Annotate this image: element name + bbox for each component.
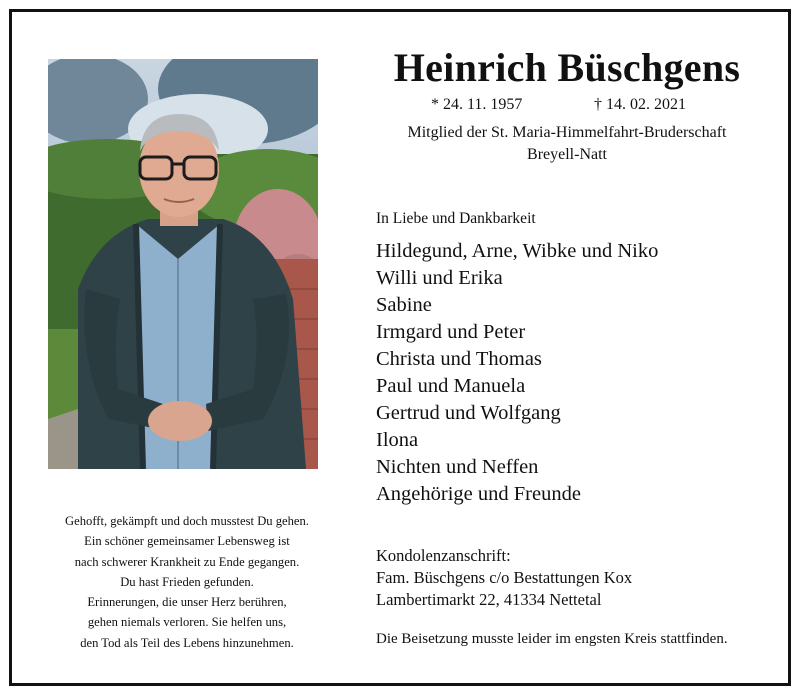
- dedication-intro: In Liebe und Dankbarkeit: [376, 210, 536, 227]
- deceased-name: Heinrich Büschgens: [393, 45, 741, 90]
- mourner-entry: Gertrud und Wolfgang: [376, 402, 561, 424]
- poem-line: Du hast Frieden gefunden.: [120, 574, 254, 589]
- condolence-line: Kondolenzanschrift:: [376, 546, 511, 565]
- birth-date: * 24. 11. 1957: [431, 96, 523, 113]
- funeral-note: Die Beisetzung musste leider im engsten Kreis stattfinden.: [376, 631, 728, 647]
- poem-line: Erinnerungen, die unser Herz berühren,: [87, 595, 287, 610]
- poem-line: Gehofft, gekämpft und doch musstest Du gehen.: [65, 514, 309, 528]
- mourner-entry: Hildegund, Arne, Wibke und Niko: [376, 240, 659, 262]
- membership-line: Mitglied der St. Maria-Himmelfahrt-Bruderschaft: [407, 124, 727, 141]
- poem: [32, 511, 342, 653]
- mourner-entry: Angehörige und Freunde: [376, 483, 581, 505]
- poem-line: nach schwerer Krankheit zu Ende gegangen.: [74, 554, 300, 569]
- membership: [362, 122, 772, 166]
- condolence-line: Lambertimarkt 22, 41334 Nettetal: [376, 590, 602, 609]
- condolence-line: Fam. Büschgens c/o Bestattungen Kox: [376, 568, 633, 587]
- mourners-list: [376, 238, 658, 508]
- membership-line: Breyell-Natt: [527, 146, 607, 163]
- mourner-entry: Irmgard und Peter: [376, 321, 526, 343]
- mourner-entry: Willi und Erika: [376, 267, 503, 289]
- obituary-frame: [9, 9, 791, 686]
- mourner-entry: Sabine: [376, 294, 432, 316]
- mourner-entry: Ilona: [376, 429, 419, 451]
- poem-line: den Tod als Teil des Lebens hinzunehmen.: [80, 635, 294, 650]
- poem-line: Ein schöner gemeinsamer Lebensweg ist: [84, 534, 290, 549]
- mourner-entry: Christa und Thomas: [376, 348, 542, 370]
- life-dates: [378, 94, 758, 118]
- death-date: † 14. 02. 2021: [594, 96, 686, 113]
- mourner-entry: Nichten und Neffen: [376, 456, 539, 478]
- portrait-photo: [48, 59, 318, 469]
- poem-line: gehen niemals verloren. Sie helfen uns,: [87, 615, 287, 630]
- condolence-address: [376, 545, 632, 611]
- mourner-entry: Paul und Manuela: [376, 375, 526, 397]
